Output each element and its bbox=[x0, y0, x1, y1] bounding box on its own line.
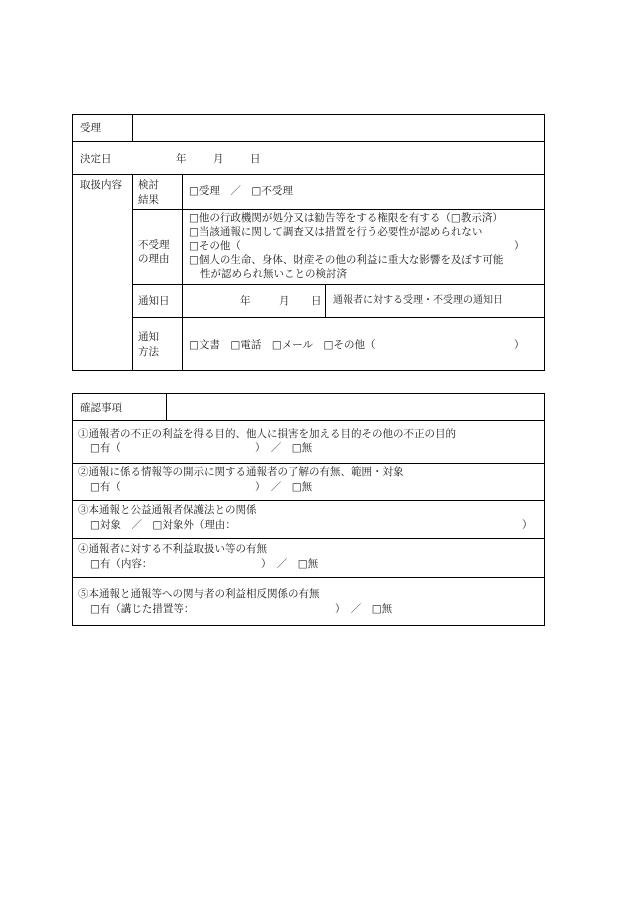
reject-other-close: ） bbox=[514, 240, 525, 252]
answer-yes-option[interactable]: □有（内容： bbox=[90, 558, 153, 570]
row-divider bbox=[73, 500, 544, 501]
decision-month-label: 月 bbox=[213, 153, 224, 165]
row-divider bbox=[73, 141, 544, 142]
answer-no-option[interactable]: ） ／ □無 bbox=[335, 603, 393, 615]
notify-method-options[interactable]: □文書 □電話 □メール □その他（ bbox=[189, 339, 376, 351]
col-divider bbox=[182, 174, 183, 370]
handling-label: 取扱内容 bbox=[80, 179, 122, 191]
decision-date-label: 決定日 bbox=[80, 153, 112, 165]
confirmation-question: ⑤本通報と通報等への関与者の利益相反関係の有無 bbox=[78, 588, 320, 600]
notify-day-label: 日 bbox=[311, 295, 322, 307]
row-divider bbox=[73, 463, 544, 464]
col-divider bbox=[325, 284, 326, 317]
confirmation-question: ③本通報と公益通報者保護法との関係 bbox=[78, 504, 257, 516]
reject-reason-option[interactable]: □当該通報に関して調査又は措置を行う必要性が認められない bbox=[189, 226, 483, 238]
row-divider bbox=[73, 174, 544, 175]
col-divider bbox=[166, 394, 167, 420]
confirmation-title: 確認事項 bbox=[80, 402, 122, 414]
row-divider bbox=[73, 577, 544, 578]
review-label: 検討 bbox=[138, 179, 159, 191]
answer-target-option[interactable]: □対象 ／ □対象外（理由： bbox=[90, 519, 236, 531]
confirmation-question: ②通報に係る情報等の開示に関する通報者の了解の有無、範囲・対象 bbox=[78, 466, 404, 478]
review-label: 結果 bbox=[138, 194, 159, 206]
answer-yes-option[interactable]: □有（講じた措置等： bbox=[90, 603, 195, 615]
reception-form bbox=[72, 114, 545, 371]
notify-year-label: 年 bbox=[240, 295, 251, 307]
confirmation-items-table bbox=[72, 393, 545, 626]
answer-yes-option[interactable]: □有（ bbox=[90, 481, 121, 493]
answer-no-option[interactable]: ） ／ □無 bbox=[255, 481, 313, 493]
answer-close: ） bbox=[522, 519, 533, 531]
decision-year-label: 年 bbox=[176, 153, 187, 165]
row-divider bbox=[73, 538, 544, 539]
notify-month-label: 月 bbox=[279, 295, 290, 307]
row-divider bbox=[132, 317, 544, 318]
reject-reason-option[interactable]: □他の行政機関が処分又は勧告等をする権限を有する（□教示済） bbox=[189, 212, 503, 224]
confirmation-question: ④通報者に対する不利益取扱い等の有無 bbox=[78, 543, 267, 555]
answer-no-option[interactable]: ） ／ □無 bbox=[261, 558, 319, 570]
decision-day-label: 日 bbox=[250, 153, 261, 165]
reject-reason-option[interactable]: □個人の生命、身体、財産その他の利益に重大な影響を及ぼす可能 bbox=[189, 254, 504, 266]
notify-date-label: 通知日 bbox=[138, 295, 170, 307]
reject-reason-label: 不受理 bbox=[138, 239, 170, 251]
notify-method-label: 通知 bbox=[138, 331, 159, 343]
notify-method-label: 方法 bbox=[138, 346, 159, 358]
confirmation-question: ①通報者の不正の利益を得る目的、他人に損害を加える目的その他の不正の目的 bbox=[78, 428, 456, 440]
notify-description: 通報者に対する受理・不受理の通知日 bbox=[333, 295, 503, 306]
reject-reason-option[interactable]: □その他（ bbox=[189, 240, 241, 252]
answer-yes-option[interactable]: □有（ bbox=[90, 442, 121, 454]
juri-label: 受理 bbox=[80, 122, 101, 134]
col-divider bbox=[132, 115, 133, 141]
review-options[interactable]: □受理 ／ □不受理 bbox=[189, 185, 293, 197]
reject-reason-label: の理由 bbox=[138, 253, 170, 265]
row-divider bbox=[132, 284, 544, 285]
row-divider bbox=[73, 420, 544, 421]
col-divider bbox=[132, 174, 133, 370]
answer-no-option[interactable]: ） ／ □無 bbox=[255, 442, 313, 454]
notify-method-close: ） bbox=[514, 339, 525, 351]
reject-reason-continuation: 性が認められ無いことの検討済 bbox=[200, 268, 347, 280]
row-divider bbox=[132, 209, 544, 210]
